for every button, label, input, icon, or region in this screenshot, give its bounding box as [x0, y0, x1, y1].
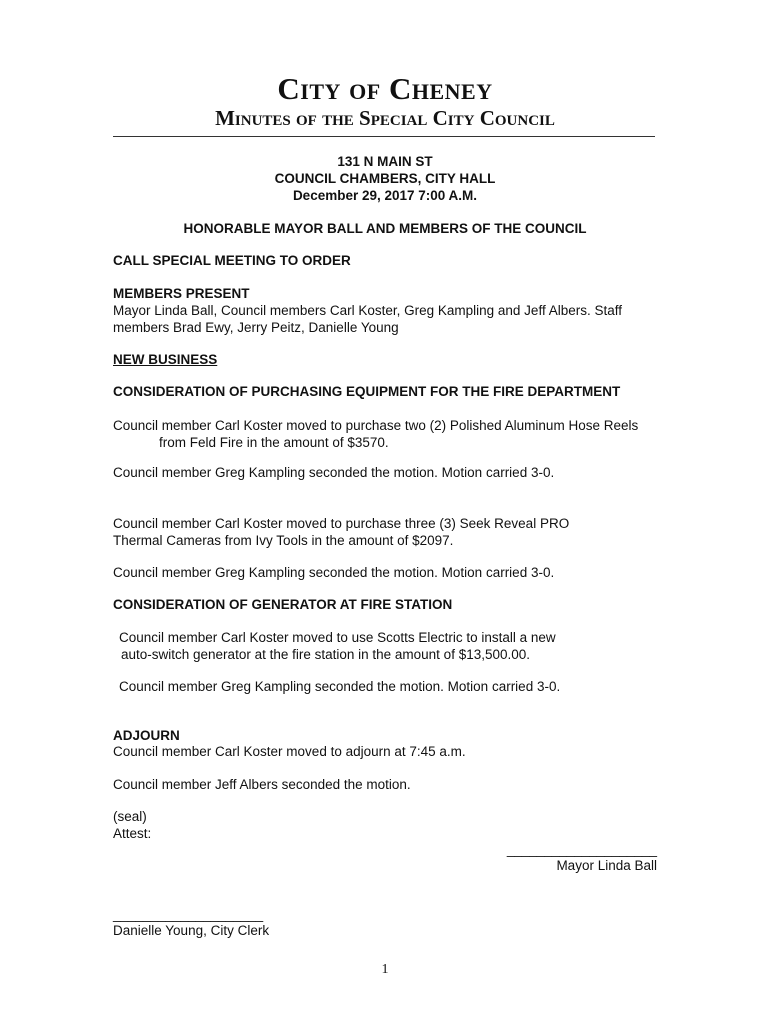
hose-reel-motion-line-1: Council member Carl Koster moved to purchase two (2) Polished Aluminum Hose Reels — [113, 418, 639, 433]
fire-equipment-heading: CONSIDERATION OF PURCHASING EQUIPMENT FOR THE FIRE DEPARTMENT — [113, 384, 621, 399]
camera-second: Council member Greg Kampling seconded the motion. Motion carried 3-0. — [113, 565, 555, 580]
clerk-signature-name: Danielle Young, City Clerk — [113, 923, 270, 938]
clerk-signature-line: ____________________ — [113, 907, 264, 922]
hose-reel-motion-line-2: from Feld Fire in the amount of $3570. — [159, 435, 389, 450]
camera-motion-line-2: Thermal Cameras from Ivy Tools in the amount of $2097. — [113, 533, 454, 548]
minutes-subtitle: Minutes of the Special City Council — [215, 106, 555, 130]
adjourn-motion: Council member Carl Koster moved to adjourn at 7:45 a.m. — [113, 744, 466, 759]
new-business-heading: NEW BUSINESS — [113, 352, 218, 367]
meeting-location: COUNCIL CHAMBERS, CITY HALL — [274, 171, 496, 186]
generator-motion-line-2: auto-switch generator at the fire station in the amount of $13,500.00. — [121, 647, 531, 662]
page-number: 1 — [381, 962, 389, 977]
meeting-address: 131 N MAIN ST — [337, 154, 433, 169]
salutation: HONORABLE MAYOR BALL AND MEMBERS OF THE COUNCIL — [183, 221, 587, 236]
generator-heading: CONSIDERATION OF GENERATOR AT FIRE STATION — [113, 597, 453, 612]
members-present-heading: MEMBERS PRESENT — [113, 286, 250, 301]
members-present-line-2: members Brad Ewy, Jerry Peitz, Danielle Young — [113, 320, 399, 335]
mayor-signature-name: Mayor Linda Ball — [556, 858, 657, 873]
header-rule — [113, 136, 655, 137]
generator-motion-line-1: Council member Carl Koster moved to use Scotts Electric to install a new — [119, 630, 556, 645]
camera-motion-line-1: Council member Carl Koster moved to purchase three (3) Seek Reveal PRO — [113, 516, 570, 531]
adjourn-heading: ADJOURN — [113, 728, 180, 743]
members-present-line-1: Mayor Linda Ball, Council members Carl Koster, Greg Kampling and Jeff Albers. Staff — [113, 303, 622, 318]
attest-label: Attest: — [113, 826, 152, 841]
adjourn-second: Council member Jeff Albers seconded the motion. — [113, 777, 411, 792]
seal-label: (seal) — [113, 809, 147, 824]
call-to-order-heading: CALL SPECIAL MEETING TO ORDER — [113, 253, 351, 268]
city-title: City of Cheney — [277, 71, 493, 106]
hose-reel-second: Council member Greg Kampling seconded the motion. Motion carried 3-0. — [113, 465, 555, 480]
meeting-datetime: December 29, 2017 7:00 A.M. — [292, 188, 478, 203]
mayor-signature-line: ____________________ — [506, 842, 657, 857]
generator-second: Council member Greg Kampling seconded the motion. Motion carried 3-0. — [119, 679, 561, 694]
